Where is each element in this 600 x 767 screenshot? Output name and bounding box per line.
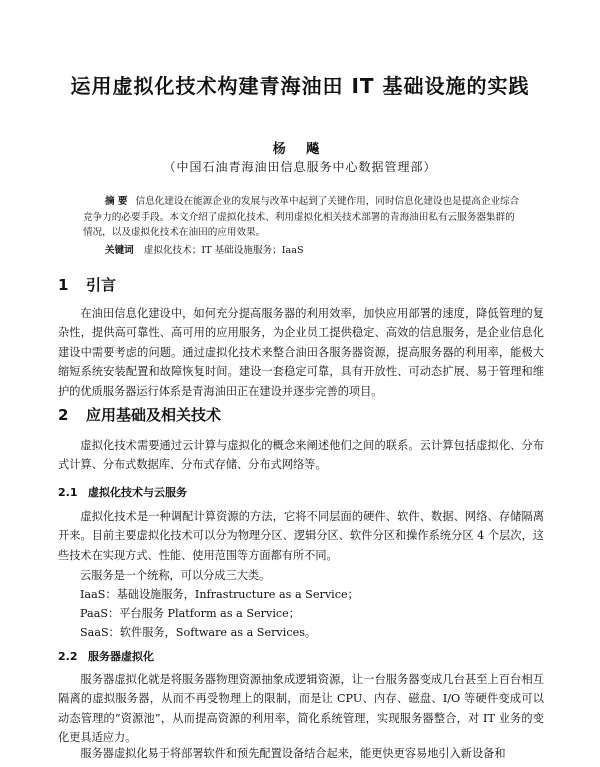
abstract [83,194,523,241]
section-2-paragraph: 虚拟化技术需要通过云计算与虚拟化的概念来阐述他们之间的联系。云计算包括虚拟化、分布式计算、分布式数据库、分布式存储、分布式网络等。 [58,439,544,472]
section-2-1-heading [58,484,187,500]
section-number: 1 [58,276,69,294]
saas-line: SaaS：软件服务，Software as a Services。 [80,626,317,639]
keywords-label: 关键词 [105,245,134,256]
section-1-heading [58,274,116,295]
section-2-1-paragraph: 虚拟化技术是一种调配计算资源的方法，它将不同层面的硬件、软件、数据、网络、存储隔离开来。目前主要虚拟化技术可以分为物理分区、逻辑分区、软件分区和操作系统分区 4 个层次，这些技术在实现方式、性能、使用范围等方面都有所不同。 [58,510,544,562]
section-title: 服务器虚拟化 [88,650,154,663]
section-2-2-heading [58,648,154,664]
abstract-text: 信息化建设在能源企业的发展与改革中起到了关键作用，同时信息化建设也是提高企业综合竞争力的必要手段。本文介绍了虚拟化技术、利用虚拟化相关技术部署的青海油田私有云服务器集群的情况，以及虚拟化技术在油田的应用效果。 [83,196,520,238]
author-affiliation: （中国石油青海油田信息服务中心数据管理部） [163,160,437,174]
paas-line: PaaS：平台服务 Platform as a Service； [80,607,300,620]
section-2-2-paragraph: 服务器虚拟化就是将服务器物理资源抽象成逻辑资源，让一台服务器变成几台甚至上百台相互隔离的虚拟服务器，从而不再受物理上的限制，而是让 CPU、内存、磁盘、I/O 等硬件变成可以动态管理的“资源池”，从而提高资源的利用率，简化系统管理，实现服务器整合，对 IT 业务的变化更具适应力。 [58,673,544,745]
section-2-2-paragraph-2: 服务器虚拟化易于将部署软件和预先配置设备结合起来，能更快更容易地引入新设备和 [80,747,506,760]
abstract-label: 摘 要 [105,196,128,207]
section-title: 应用基础及相关技术 [86,406,222,424]
iaas-line: IaaS：基础设施服务，Infrastructure as a Service； [80,588,359,601]
cloud-service-intro: 云服务是一个统称，可以分成三大类。 [80,569,271,582]
section-number: 2.2 [58,650,78,663]
keywords-text: 虚拟化技术；IT 基础设施服务；IaaS [143,245,304,256]
author-name: 杨 飚 [272,142,328,157]
section-number: 2 [58,406,69,424]
section-title: 引言 [86,276,117,294]
keywords [105,242,304,256]
section-number: 2.1 [58,486,78,499]
section-title: 虚拟化技术与云服务 [88,486,187,499]
section-1-paragraph: 在油田信息化建设中，如何充分提高服务器的利用效率，加快应用部署的速度，降低管理的复杂性，提供高可靠性、高可用的应用服务，为企业员工提供稳定、高效的信息服务，是企业信息化建设中需要考虑的问题。通过虚拟化技术来整合油田各服务器资源，提高服务器的利用率，能极大缩短系统安装配置和故障恢复时间。建设一套稳定可靠，具有开放性、可动态扩展、易于管理和维护的优质服务器运行体系是青海油田正在建设并逐步完善的项目。 [58,307,544,398]
section-2-heading [58,404,221,425]
paper-title: 运用虚拟化技术构建青海油田 IT 基础设施的实践 [70,74,530,98]
